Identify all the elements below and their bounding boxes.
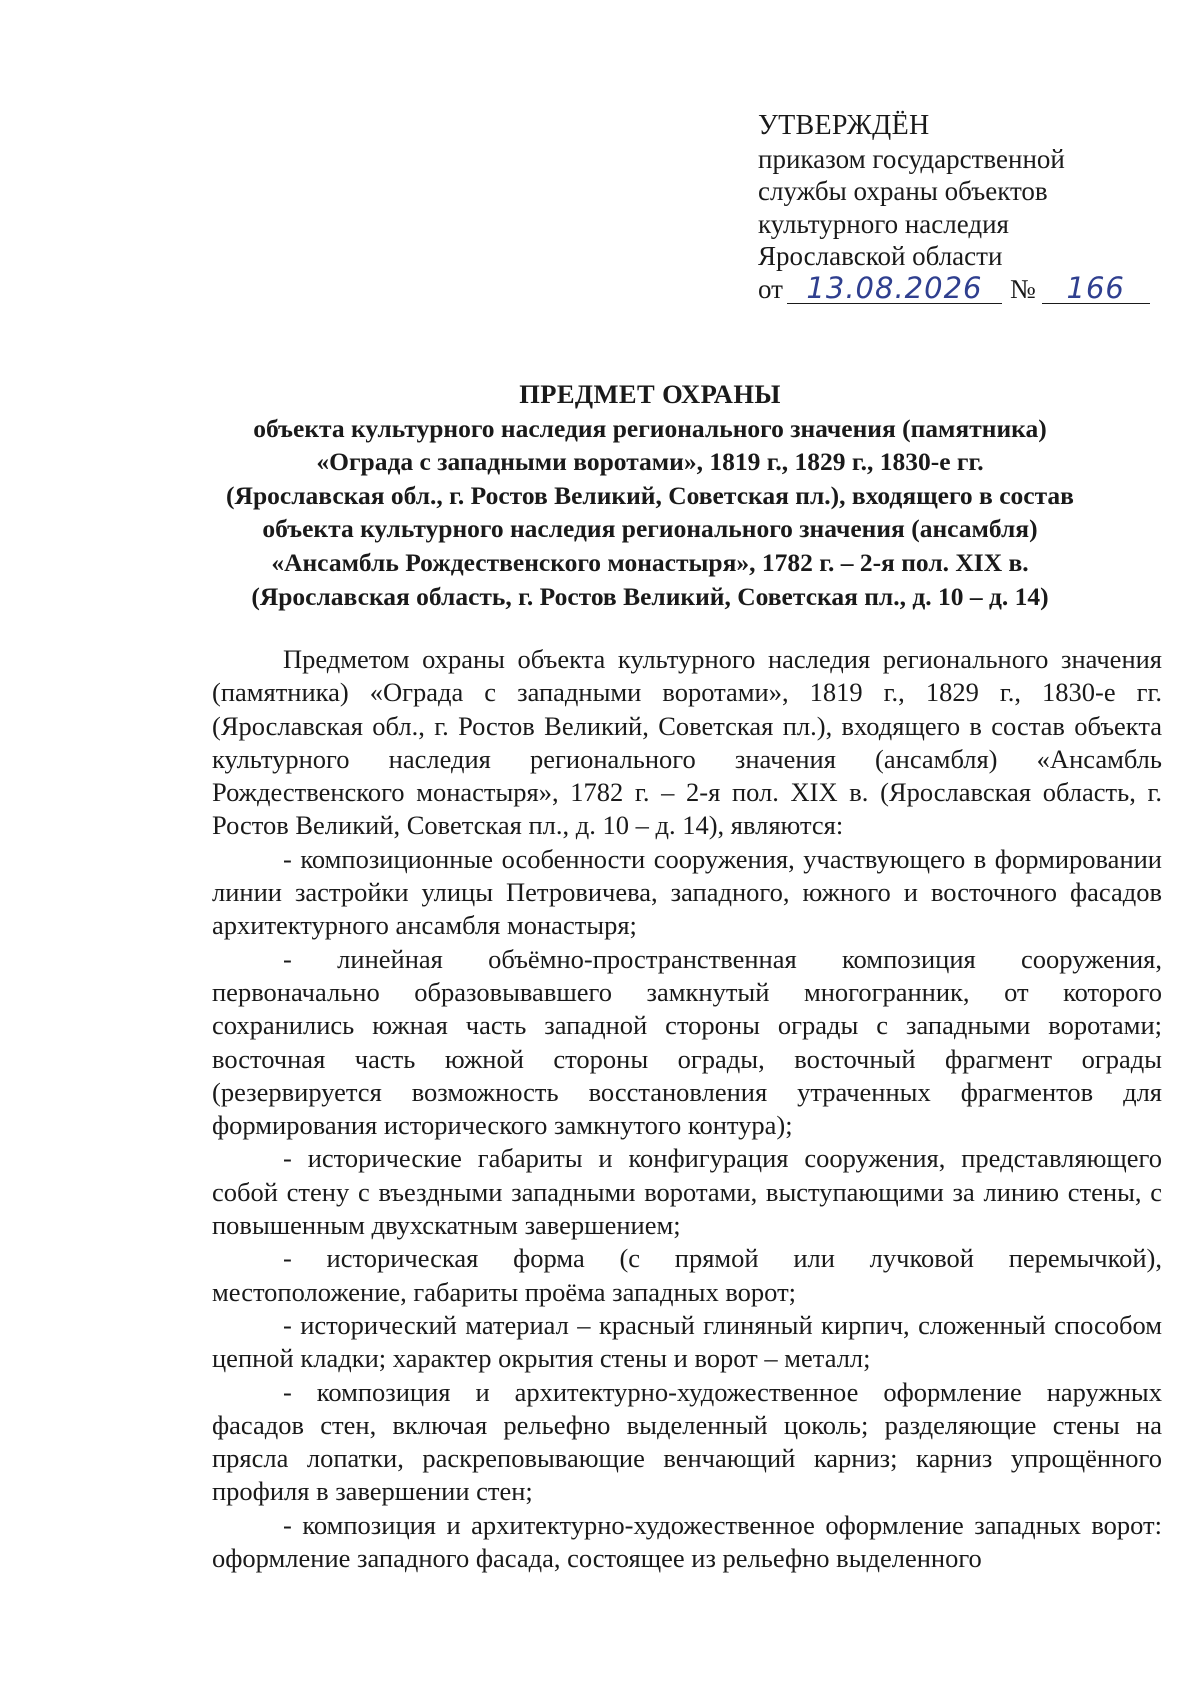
number-prefix: № [1009,273,1036,304]
list-item: - композиция и архитектурно-художественное оформление западных ворот: оформление западного фасада, состоящее из рельефно выделенного [212,1509,1162,1574]
list-item: - исторические габариты и конфигурация сооружения, представляющего собой стену с въездными западными воротами, выступающими за линию стены, с повышенным двухскатным завершением; [212,1143,1162,1241]
title-line: (Ярославская область, г. Ростов Великий, Советская пл., д. 10 – д. 14) [251,581,1049,611]
list-item: - линейная объёмно-пространственная композиция сооружения, первоначально образовывавшего замкнутый многогранник, от которого сохранились южная часть западной стороны ограды с западными воротами; восточная часть южной стороны ограды, восточный фрагмент ограды (резервируется возможность восстановления утраченных фрагментов для формирования исторического замкнутого контура); [212,943,1162,1141]
approval-line: службы охраны объектов [758,176,1048,206]
document-body [212,643,1162,1575]
page-title: ПРЕДМЕТ ОХРАНЫ [519,379,781,409]
list-item: - исторический материал – красный глиняный кирпич, сложенный способом цепной кладки; характер окрытия стены и ворот – металл; [212,1309,1162,1374]
list-item: - историческая форма (с прямой или лучковой перемычкой), местоположение, габариты проёма западных ворот; [212,1243,1162,1307]
approval-line: Ярославской области [758,241,1003,271]
approval-heading: УТВЕРЖДЁН [758,110,930,141]
date-prefix: от [758,273,783,304]
approval-stamp [758,110,1158,305]
order-number: 166 [1042,273,1150,304]
order-date-number-line [758,270,1158,306]
title-line: «Ограда с западными воротами», 1819 г., 1829 г., 1830-е гг. [316,447,984,477]
list-item: - композиция и архитектурно-художественное оформление наружных фасадов стен, включая рельефно выделенный цоколь; разделяющие стены на прясла лопатки, раскреповывающие венчающий карниз; карниз упрощённого профиля в завершении стен; [212,1376,1162,1507]
title-line: (Ярославская обл., г. Ростов Великий, Советская пл.), входящего в состав [226,480,1074,510]
title-line: объекта культурного наследия регионального значения (памятника) [253,413,1047,443]
title-line: «Ансамбль Рождественского монастыря», 1782 г. – 2-я пол. XIX в. [271,547,1029,577]
list-item: - композиционные особенности сооружения, участвующего в формировании линии застройки улицы Петровичева, западного, южного и восточного фасадов архитектурного ансамбля монастыря; [212,843,1162,941]
intro-paragraph: Предметом охраны объекта культурного наследия регионального значения (памятника) «Ограда с западными воротами», 1819 г., 1829 г., 1830-е гг. (Ярославская обл., г. Ростов Великий, Советская пл.), входящего в состав объекта культурного наследия регионального значения (ансамбля) «Ансамбль Рождественского монастыря», 1782 г. – 2-я пол. XIX в. (Ярославская область, г. Ростов Великий, Советская пл., д. 10 – д. 14), являются: [212,644,1162,841]
approval-line: приказом государственной [758,143,1065,174]
document-title [150,378,1150,613]
approval-line: культурного наследия [758,208,1009,239]
order-date: 13.08.2026 [787,273,1002,304]
title-line: объекта культурного наследия регионального значения (ансамбля) [262,514,1038,544]
